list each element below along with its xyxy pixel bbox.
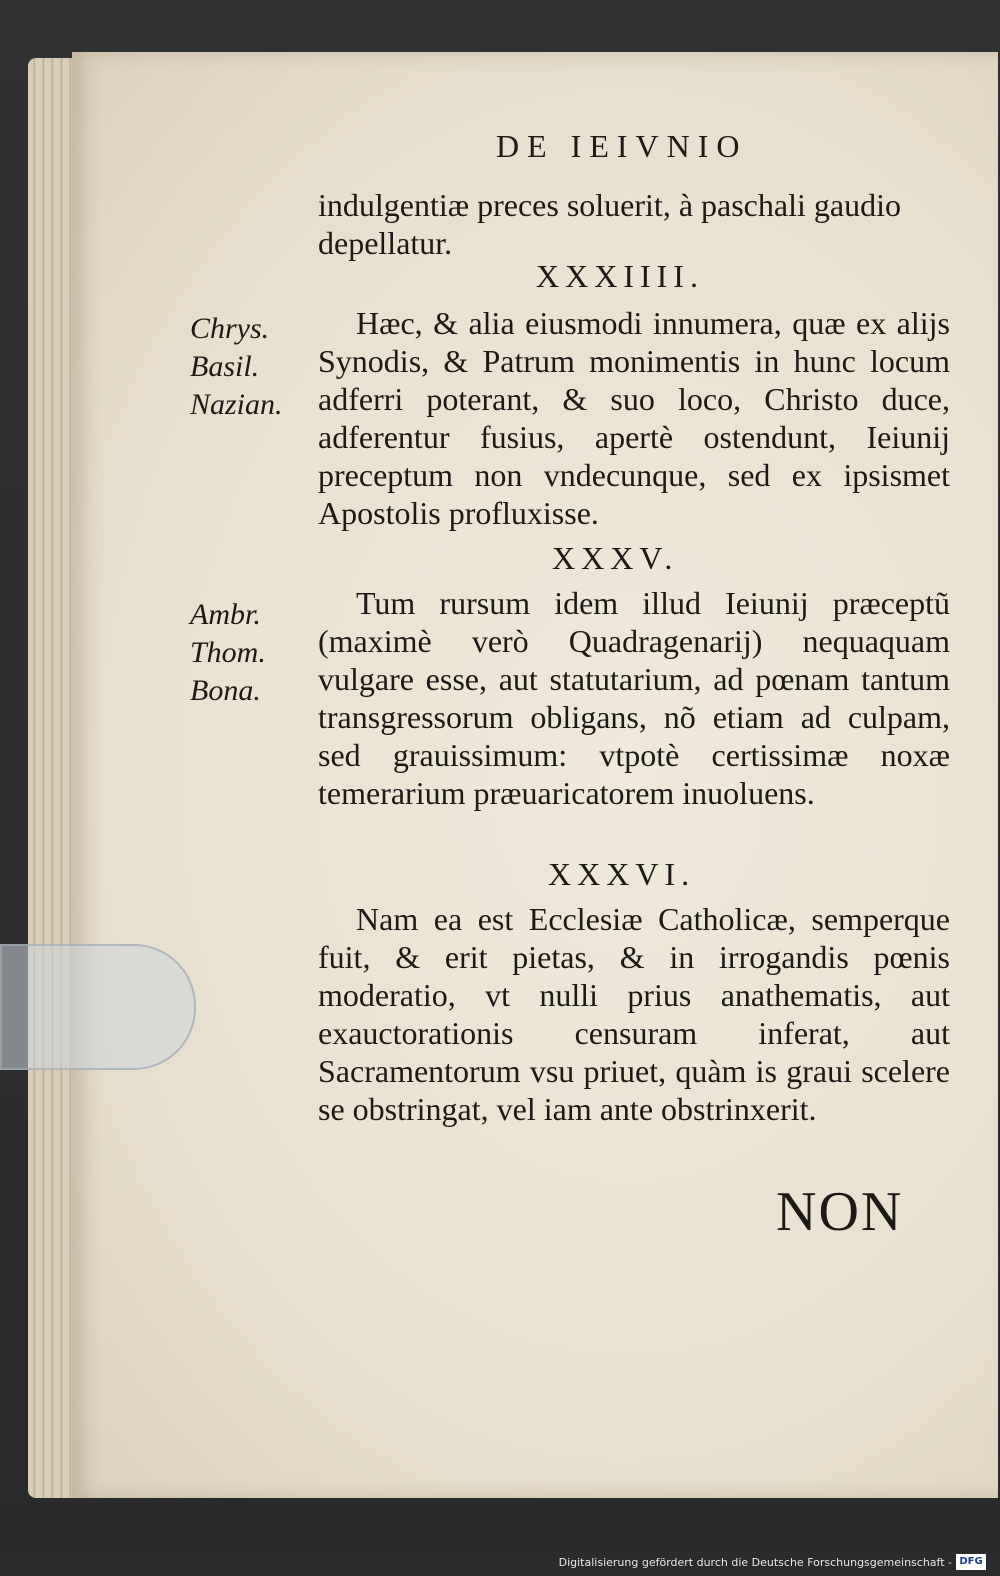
margin-note: Chrys. — [190, 312, 270, 345]
dfg-logo-icon: DFG — [956, 1554, 986, 1570]
margin-note: Nazian. — [190, 388, 283, 421]
margin-notes-1 — [190, 310, 310, 424]
paragraph-3: Tum rursum idem illud Ieiunij præceptũ (maximè verò Quadragenarij) nequaquam vulgare esse, aut statutarium, ad pœnam tantum transgressorum obligans, nõ etiam ad culpam, sed grauissimum: vtpotè certissimæ noxæ temerarium præuaricatorem inuoluens. — [318, 585, 950, 811]
margin-notes-2 — [190, 596, 310, 710]
margin-note: Thom. — [190, 636, 266, 669]
digitization-credit: Digitalisierung gefördert durch die Deutsche Forschungsgemeinschaft - — [558, 1556, 952, 1569]
margin-note: Basil. — [190, 350, 260, 383]
running-head: DE IEIVNIO — [496, 128, 748, 164]
page-clip — [0, 944, 196, 1070]
margin-note: Bona. — [190, 674, 261, 707]
paragraph-4: Nam ea est Ecclesiæ Catholicæ, semperque fuit, & erit pietas, & in irrogandis pœnis moderatio, vt nulli prius anathematis, aut exauctorationis censuram inferat, aut Sacramentorum vsu priuet, quàm is graui scelere se obstringat, vel iam ante obstrinxerit. — [318, 901, 950, 1127]
catchword: NON — [776, 1181, 904, 1243]
paragraph-2: Hæc, & alia eiusmodi innumera, quæ ex alijs Synodis, & Patrum monimentis in hunc locum adferri poterant, & suo loco, Christo duce, adferentur fusius, apertè ostendunt, Ieiunij preceptum non vndecunque, sed ex ipsismet Apostolis profluxisse. — [318, 305, 950, 531]
section-number-35: XXXV. — [552, 540, 679, 576]
margin-note: Ambr. — [190, 598, 261, 631]
paragraph-1: indulgentiæ preces soluerit, à paschali gaudio depellatur. — [318, 187, 901, 261]
section-number-34: XXXIIII. — [536, 258, 704, 294]
section-number-36: XXXVI. — [548, 856, 696, 892]
